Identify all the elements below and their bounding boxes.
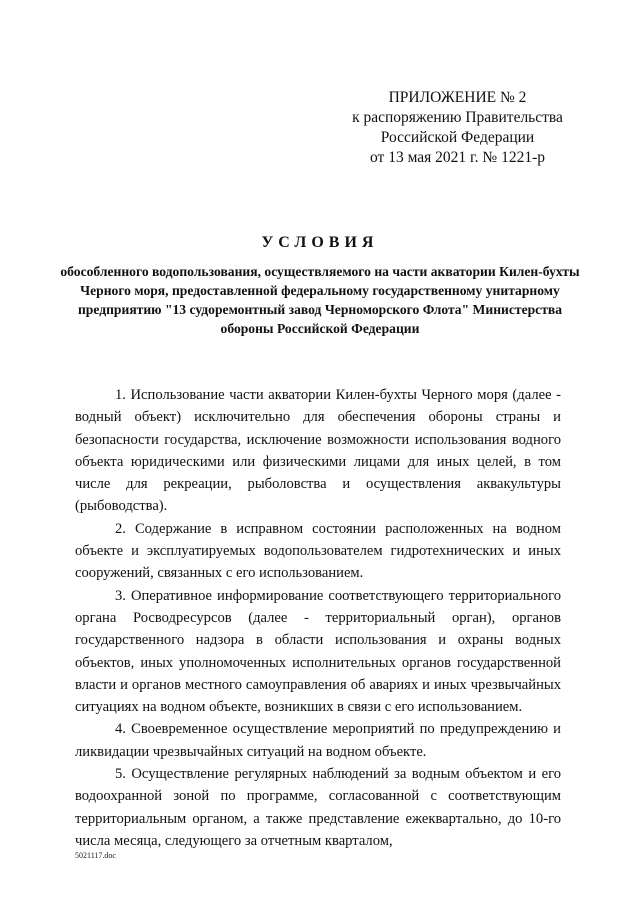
paragraph-5: 5. Осуществление регулярных наблюдений за водным объектом и его водоохранной зоной по программе, согласованной с соответствующим территориальным органом, а также представление ежеквартально, до 10-го числа месяца, следующего за отчетным кварталом, xyxy=(75,766,561,849)
appendix-line-3: от 13 мая 2021 г. № 1221-р xyxy=(370,149,545,166)
paragraph-2: 2. Содержание в исправном состоянии расположенных на водном объекте и эксплуатируемых водопользователем гидротехнических и иных сооружений, связанных с его использованием. xyxy=(75,520,561,582)
appendix-header xyxy=(330,88,585,168)
paragraph-1: 1. Использование части акватории Килен-бухты Черного моря (далее - водный объект) исключительно для обеспечения обороны страны и безопасности государства, исключение возможности использования водного объекта юридическими или физическими лицами для иных целей, в том числе для рекреации, рыболовства и осуществления аквакультуры (рыбоводства). xyxy=(75,387,561,515)
appendix-number: ПРИЛОЖЕНИЕ № 2 xyxy=(388,89,527,106)
appendix-line-1: к распоряжению Правительства xyxy=(352,109,563,126)
paragraph-4: 4. Своевременное осуществление мероприятий по предупреждению и ликвидации чрезвычайных ситуаций на водном объекте. xyxy=(75,721,561,760)
document-title: УСЛОВИЯ xyxy=(261,234,379,251)
paragraph-3: 3. Оперативное информирование соответствующего территориального органа Росводресурсов (далее - территориальный орган), органов государственного надзора в области использования и охраны водных объектов, иных уполномоченных исполнительных органов государственной власти и органов местного самоуправления об авариях и иных чрезвычайных ситуациях на водном объекте, возникших в связи с его использованием. xyxy=(75,587,561,716)
appendix-line-2: Российской Федерации xyxy=(380,129,535,146)
document-subtitle: обособленного водопользования, осуществляемого на части акватории Килен-бухты Черного моря, предоставленной федеральному государственному унитарному предприятию "13 судоремонтный завод Черноморского Флота" Министерства обороны Российской Федерации xyxy=(60,264,580,336)
document-body xyxy=(75,384,561,852)
file-name-footer: 5021117.doc xyxy=(75,851,116,860)
